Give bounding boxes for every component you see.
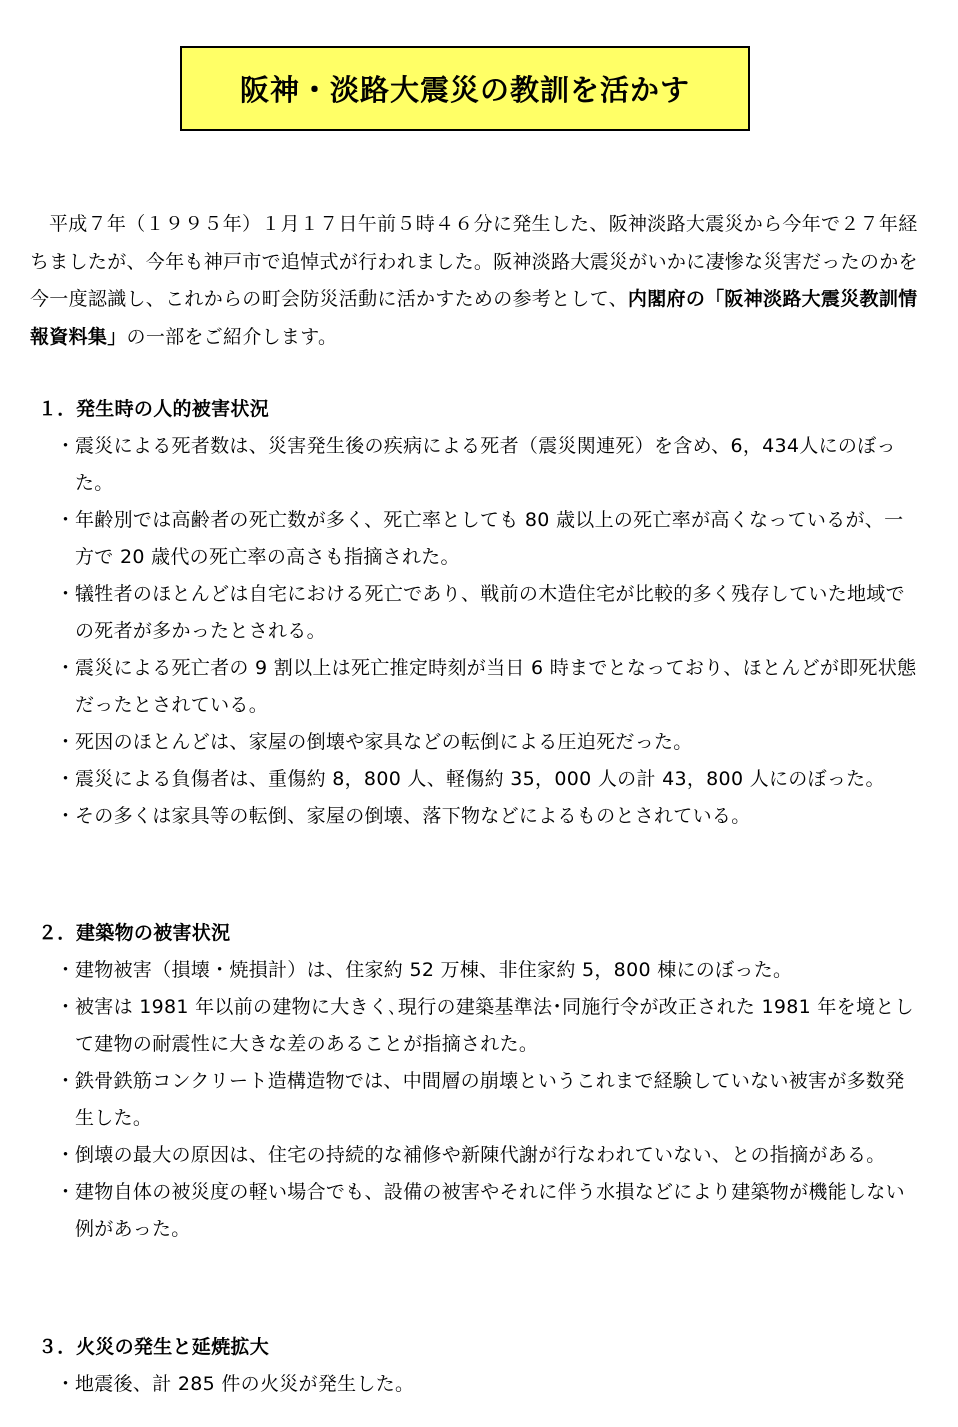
section-title: 発生時の人的被害状況 — [76, 398, 270, 420]
section-number: １． — [38, 398, 77, 420]
list-item — [30, 798, 920, 835]
section-title: 火災の発生と延焼拡大 — [76, 1336, 270, 1358]
section-number: ３． — [38, 1336, 77, 1358]
list-item — [30, 1063, 920, 1137]
title-box — [180, 46, 750, 131]
section-heading — [30, 391, 920, 428]
section-human-damage — [30, 391, 920, 835]
section-heading — [30, 1329, 920, 1366]
bullet-mark: ・ — [56, 1070, 76, 1092]
list-item-text: 震災による死者数は、災害発生後の疾病による死者（震災関連死）を含め、6，434人にのぼった。 — [75, 435, 896, 494]
list-item — [30, 1174, 920, 1248]
bullet-mark: ・ — [56, 1181, 76, 1203]
section-building-damage — [30, 915, 920, 1248]
list-item — [30, 650, 920, 724]
list-item — [30, 576, 920, 650]
bullet-mark: ・ — [56, 731, 76, 753]
intro-source-name: 内閣府の「阪神淡路大震災教訓情報資料集」 — [30, 288, 918, 348]
bullet-mark: ・ — [56, 657, 76, 679]
list-item-text: 倒壊の最大の原因は、住宅の持続的な補修や新陳代謝が行なわれていない、との指摘がある。 — [75, 1144, 886, 1166]
bullet-list — [30, 428, 920, 835]
bullet-mark: ・ — [56, 959, 76, 981]
bullet-mark: ・ — [56, 435, 76, 457]
list-item-text: 鉄骨鉄筋コンクリート造構造物では、中間層の崩壊というこれまで経験していない被害が多数発生した。 — [75, 1070, 905, 1129]
intro-text: 平成７年（１９９５年）１月１７日午前５時４６分に発生した、阪神淡路大震災から今年で２７年経ちましたが、今年も神戸市で追悼式が行われました。阪神淡路大震災がいかに凄惨な災害だったのかを今一度認識し、これからの町会防災活動に活かすための参考として、 — [30, 213, 918, 310]
bullet-mark: ・ — [56, 583, 76, 605]
bullet-mark: ・ — [56, 509, 76, 531]
list-item-text: 年齢別では高齢者の死亡数が多く、死亡率としても 80 歳以上の死亡率が高くなっているが、一方で 20 歳代の死亡率の高さも指摘された。 — [75, 509, 904, 568]
list-item — [30, 1137, 920, 1174]
list-item — [30, 989, 920, 1063]
section-heading — [30, 915, 920, 952]
list-item — [30, 428, 920, 502]
list-item — [30, 724, 920, 761]
list-item-text: 死因のほとんどは、家屋の倒壊や家具などの転倒による圧迫死だった。 — [75, 731, 693, 753]
intro-paragraph — [30, 206, 920, 356]
section-number: ２． — [38, 922, 77, 944]
list-item — [30, 952, 920, 989]
bullet-list — [30, 952, 920, 1248]
section-title: 建築物の被害状況 — [76, 922, 231, 944]
list-item — [30, 502, 920, 576]
intro-text-end: の一部をご紹介します。 — [126, 325, 338, 348]
bullet-mark: ・ — [56, 768, 76, 790]
list-item — [30, 761, 920, 798]
section-fire — [30, 1329, 920, 1403]
list-item-text: 地震後、計 285 件の火災が発生した。 — [75, 1373, 415, 1395]
bullet-mark: ・ — [56, 1144, 76, 1166]
list-item-text: 被害は 1981 年以前の建物に大きく､現行の建築基準法･同施行令が改正された 1981 年を境として建物の耐震性に大きな差のあることが指摘された。 — [75, 996, 914, 1055]
page-title: 阪神・淡路大震災の教訓を活かす — [239, 73, 690, 107]
list-item-text: 建物被害（損壊・焼損計）は、住家約 52 万棟、非住家約 5，800 棟にのぼった。 — [75, 959, 793, 981]
list-item-text: 犠牲者のほとんどは自宅における死亡であり、戦前の木造住宅が比較的多く残存していた地域での死者が多かったとされる。 — [75, 583, 905, 642]
bullet-mark: ・ — [56, 996, 76, 1018]
bullet-mark: ・ — [56, 1373, 76, 1395]
bullet-mark: ・ — [56, 805, 76, 827]
list-item-text: 建物自体の被災度の軽い場合でも、設備の被害やそれに伴う水損などにより建築物が機能しない例があった。 — [75, 1181, 905, 1240]
list-item-text: その多くは家具等の転倒、家屋の倒壊、落下物などによるものとされている。 — [75, 805, 751, 827]
bullet-list — [30, 1366, 920, 1403]
list-item — [30, 1366, 920, 1403]
list-item-text: 震災による負傷者は、重傷約 8，800 人、軽傷約 35，000 人の計 43，800 人にのぼった。 — [75, 768, 885, 790]
list-item-text: 震災による死亡者の 9 割以上は死亡推定時刻が当日 6 時までとなっており、ほとんどが即死状態だったとされている。 — [75, 657, 917, 716]
